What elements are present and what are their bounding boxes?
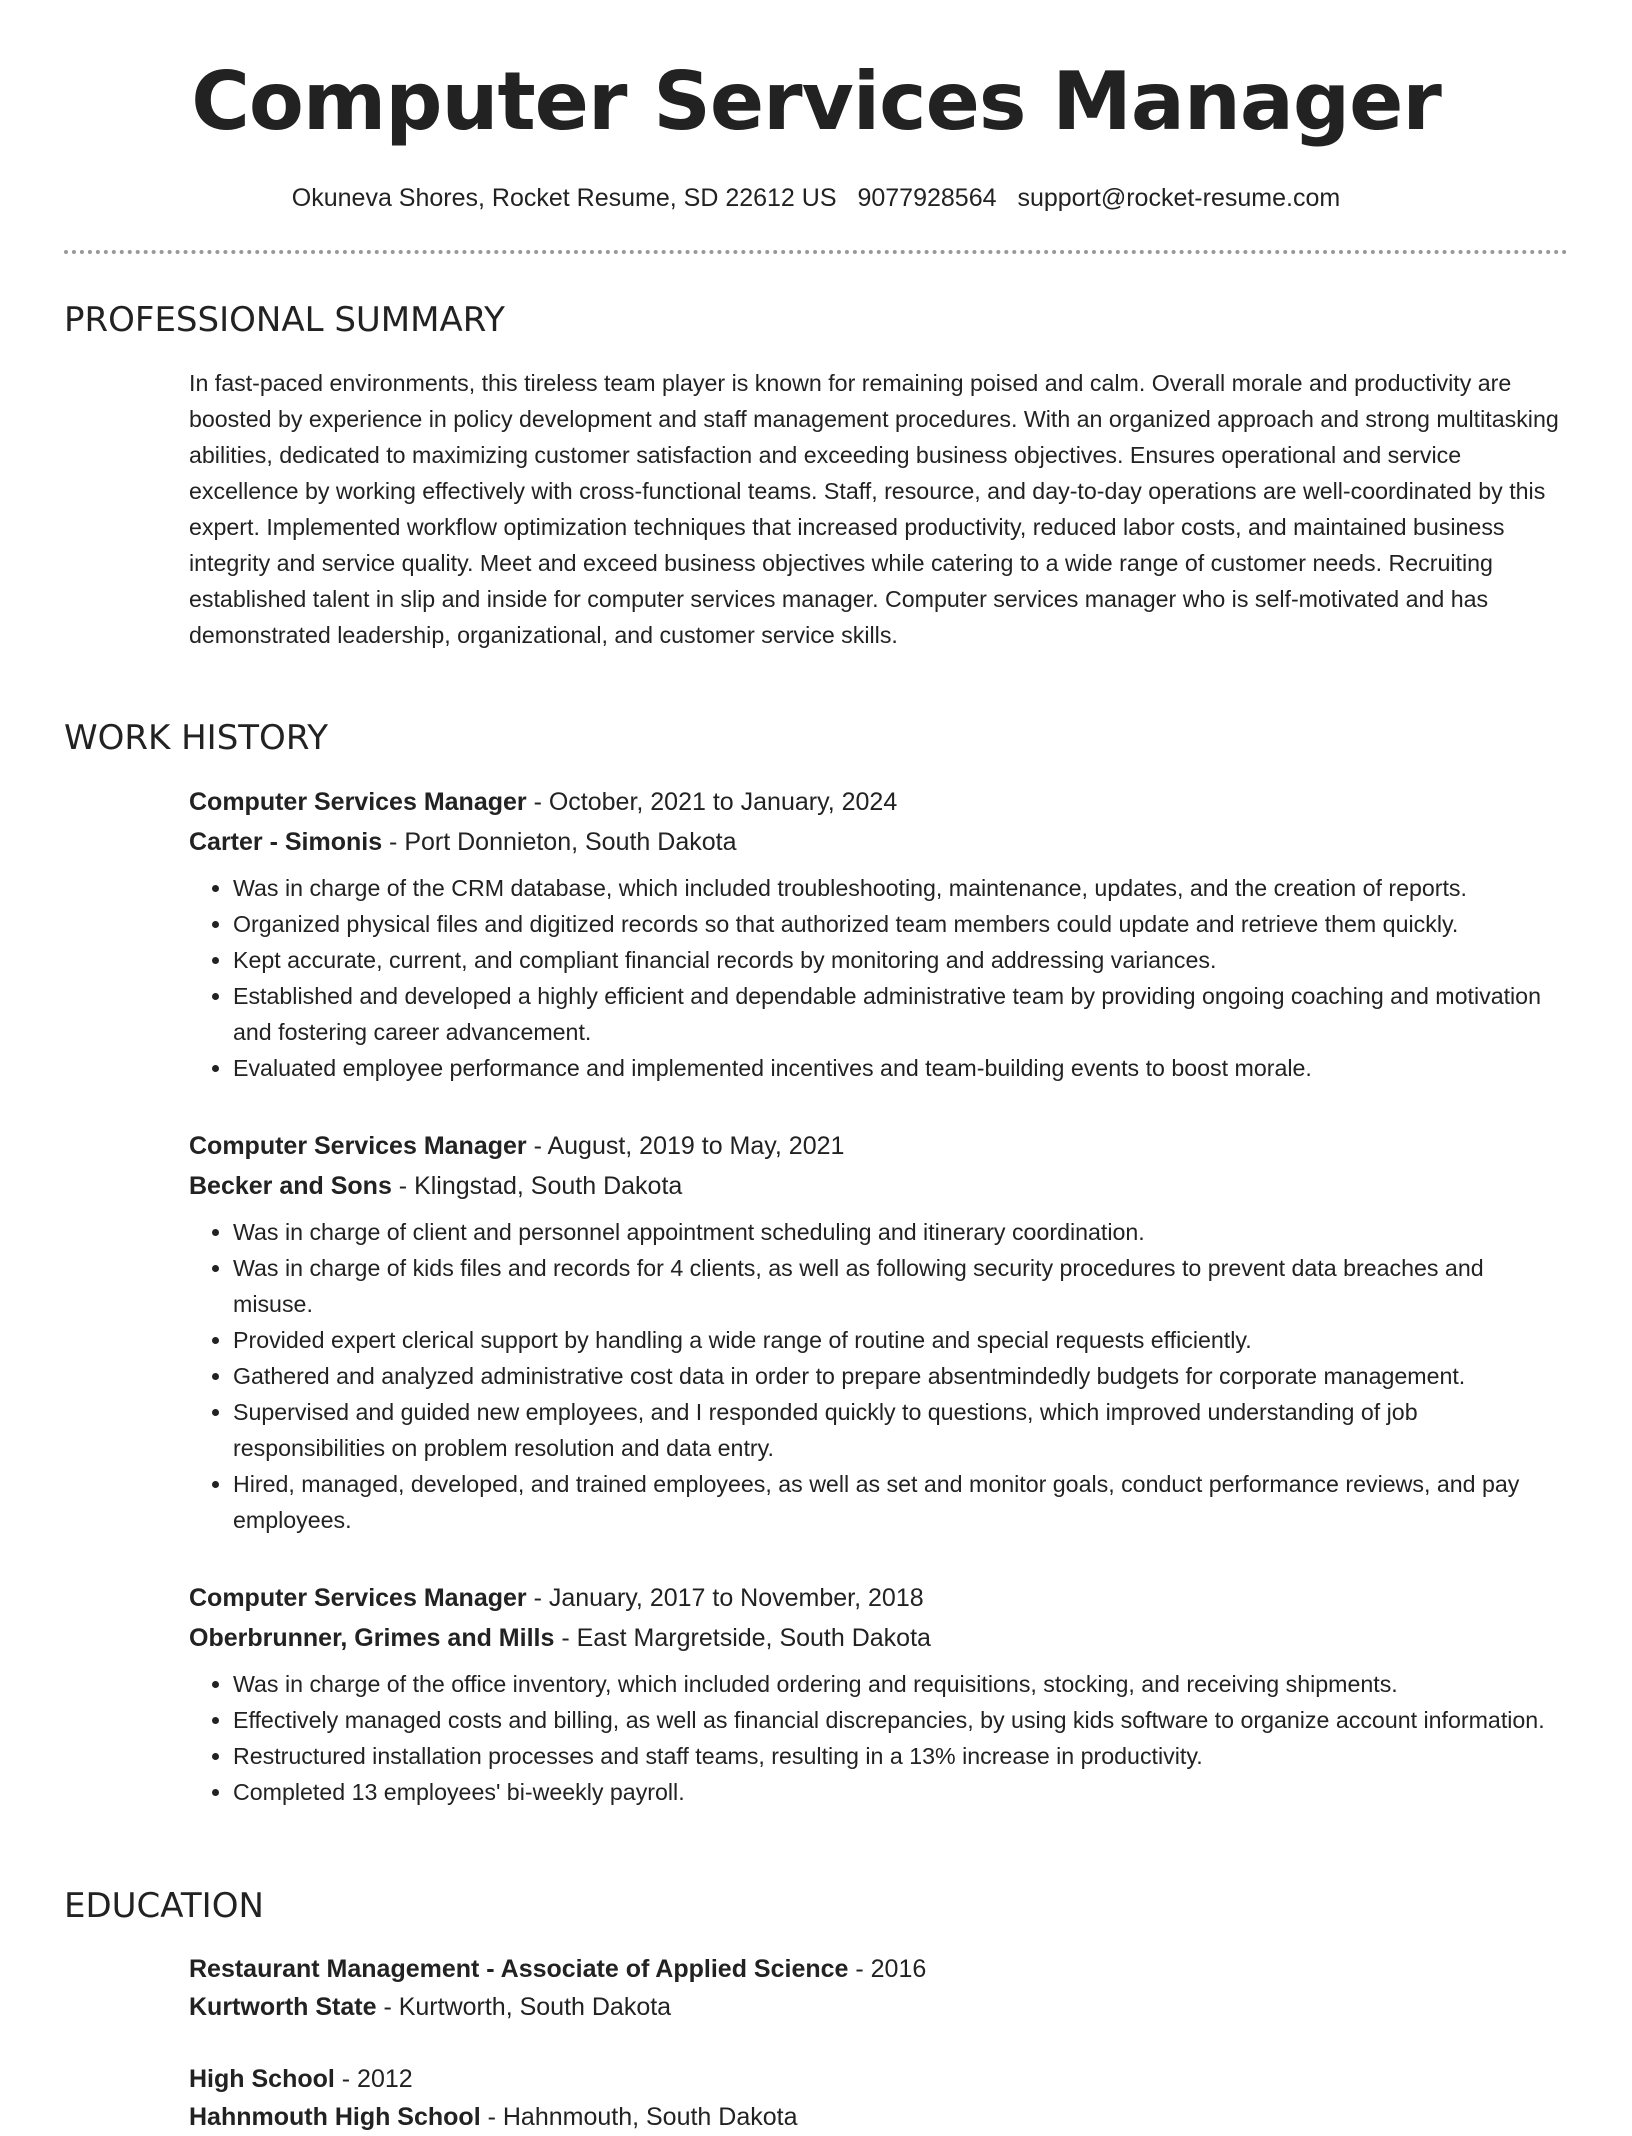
education-school-line — [189, 1988, 1569, 2026]
job-role: Computer Services Manager — [189, 788, 527, 816]
education-location: - Kurtworth, South Dakota — [376, 1993, 672, 2021]
job-role-line — [189, 1126, 1569, 1166]
job-dates: - August, 2019 to May, 2021 — [526, 1132, 845, 1160]
job-bullet: • Supervised and guided new employees, and I responded quickly to questions, which improved understanding of job responsibilities on problem resolution and data entry. — [233, 1394, 1569, 1466]
job-company-line — [189, 822, 1569, 862]
job-bullet: • Kept accurate, current, and compliant financial records by monitoring and addressing variances. — [233, 942, 1569, 978]
contact-line — [0, 180, 1632, 216]
education-entry — [189, 1950, 1569, 2026]
job-bullet: • Established and developed a highly efficient and dependable administrative team by providing ongoing coaching and motivation and fostering career advancement. — [233, 978, 1569, 1050]
education-school: Kurtworth State — [189, 1993, 377, 2021]
job-bullet: • Organized physical files and digitized records so that authorized team members could update and retrieve them quickly. — [233, 906, 1569, 942]
job-entry — [189, 1578, 1569, 1810]
section-title-education: EDUCATION — [64, 1886, 264, 1926]
job-company: Oberbrunner, Grimes and Mills — [189, 1624, 555, 1652]
job-entry — [189, 782, 1569, 1086]
job-bullet: • Completed 13 employees' bi-weekly payroll. — [233, 1774, 1569, 1810]
summary-text: In fast-paced environments, this tireless team player is known for remaining poised and calm. Overall morale and productivity are boosted by experience in policy development and staff management procedures. With an organized approach and strong multitasking abilities, dedicated to maximizing customer satisfaction and exceeding business objectives. Ensures operational and service excellence by working effectively with cross-functional teams. Staff, resource, and day-to-day operations are well-coordinated by this expert. Implemented workflow optimization techniques that increased productivity, reduced labor costs, and maintained business integrity and service quality. Meet and exceed business objectives while catering to a wide range of customer needs. Recruiting established talent in slip and inside for computer services manager. Computer services manager who is self-motivated and has demonstrated leadership, organizational, and customer service skills. — [189, 370, 1559, 648]
job-dates: - October, 2021 to January, 2024 — [526, 788, 898, 816]
education-degree: Restaurant Management - Associate of Applied Science — [189, 1955, 849, 1983]
job-location: - Port Donnieton, South Dakota — [382, 828, 737, 856]
education-school: Hahnmouth High School — [189, 2103, 481, 2131]
job-entry — [189, 1126, 1569, 1538]
job-bullets — [189, 870, 1569, 1086]
contact-email: support@rocket-resume.com — [1017, 184, 1341, 212]
job-bullet: • Gathered and analyzed administrative cost data in order to prepare absentmindedly budgets for corporate management. — [233, 1358, 1569, 1394]
job-bullet: • Was in charge of the CRM database, which included troubleshooting, maintenance, updates, and the creation of reports. — [233, 870, 1569, 906]
job-location: - East Margretside, South Dakota — [554, 1624, 931, 1652]
job-bullet: • Evaluated employee performance and implemented incentives and team-building events to boost morale. — [233, 1050, 1569, 1086]
section-title-work: WORK HISTORY — [64, 718, 329, 758]
job-bullet: • Was in charge of the office inventory, which included ordering and requisitions, stocking, and receiving shipments. — [233, 1666, 1569, 1702]
job-bullet: • Provided expert clerical support by handling a wide range of routine and special requests efficiently. — [233, 1322, 1569, 1358]
education-degree-line — [189, 1950, 1569, 1988]
job-company: Carter - Simonis — [189, 828, 383, 856]
resume-title: Computer Services Manager — [191, 55, 1441, 148]
job-bullet: • Was in charge of client and personnel appointment scheduling and itinerary coordination. — [233, 1214, 1569, 1250]
job-bullet: • Restructured installation processes and staff teams, resulting in a 13% increase in productivity. — [233, 1738, 1569, 1774]
job-role: Computer Services Manager — [189, 1584, 527, 1612]
education-year: - 2016 — [848, 1955, 927, 1983]
education-school-line — [189, 2098, 1569, 2136]
education-degree: High School — [189, 2065, 335, 2093]
education-degree-line — [189, 2060, 1569, 2098]
job-bullets — [189, 1666, 1569, 1810]
job-role-line — [189, 782, 1569, 822]
education-location: - Hahnmouth, South Dakota — [480, 2103, 798, 2131]
header-divider — [64, 250, 1568, 254]
job-company: Becker and Sons — [189, 1172, 392, 1200]
job-company-line — [189, 1618, 1569, 1658]
education-entry — [189, 2060, 1569, 2136]
section-title-summary: PROFESSIONAL SUMMARY — [64, 300, 505, 340]
education-year: - 2012 — [334, 2065, 413, 2093]
job-role-line — [189, 1578, 1569, 1618]
job-bullets — [189, 1214, 1569, 1538]
job-bullet: • Was in charge of kids files and records for 4 clients, as well as following security procedures to prevent data breaches and misuse. — [233, 1250, 1569, 1322]
job-bullet: • Effectively managed costs and billing, as well as financial discrepancies, by using kids software to organize account information. — [233, 1702, 1569, 1738]
job-location: - Klingstad, South Dakota — [391, 1172, 683, 1200]
job-dates: - January, 2017 to November, 2018 — [526, 1584, 924, 1612]
job-role: Computer Services Manager — [189, 1132, 527, 1160]
contact-phone: 9077928564 — [857, 184, 997, 212]
contact-address: Okuneva Shores, Rocket Resume, SD 22612 US — [291, 184, 837, 212]
job-bullet: • Hired, managed, developed, and trained employees, as well as set and monitor goals, conduct performance reviews, and pay employees. — [233, 1466, 1569, 1538]
job-company-line — [189, 1166, 1569, 1206]
